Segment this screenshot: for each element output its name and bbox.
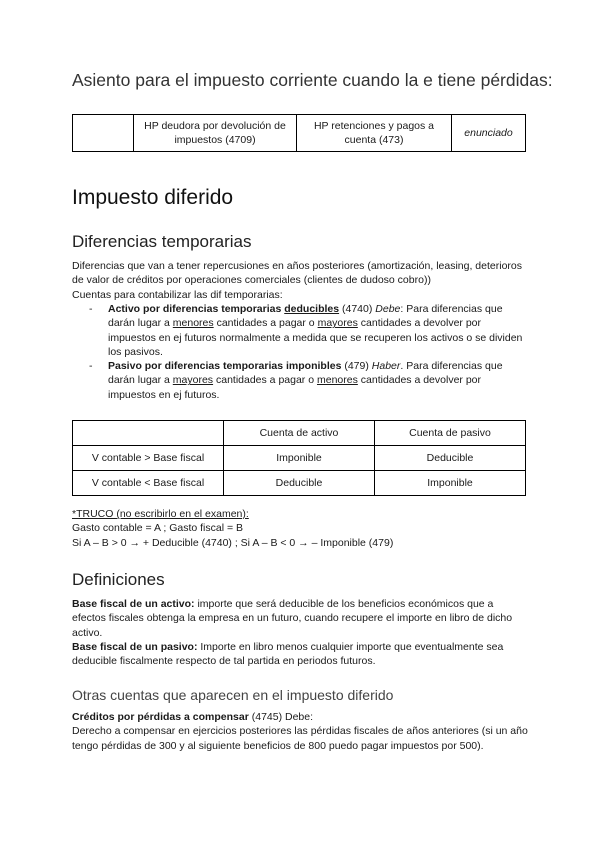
underlined-text: mayores	[172, 374, 214, 387]
account-code: (4740)	[339, 303, 376, 315]
bold-text: Créditos por pérdidas a compensar	[72, 711, 249, 723]
table-header: Cuenta de pasivo	[375, 421, 526, 446]
otras-block	[72, 710, 528, 753]
italic-text: Debe	[375, 303, 401, 315]
paragraph-text: Cuentas para contabilizar las dif temporarias:	[72, 288, 283, 301]
table-row	[73, 115, 526, 152]
truco-line: Si A – B > 0 → + Deducible (4740) ; Si A – B < 0 → – Imponible (479)	[72, 536, 394, 549]
comparison-table	[72, 420, 526, 496]
truco-label: *TRUCO (no escribirlo en el examen):	[72, 508, 249, 520]
bold-text: Pasivo por diferencias temporarias imponibles	[108, 360, 342, 373]
paragraph-text: Diferencias que van a tener repercusiones en años posteriores (amortización, leasing, deterioros de valor de créditos por operaciones comerciales (clientes de dudoso cobro))	[72, 260, 522, 287]
heading-corriente: Asiento para el impuesto corriente cuando la e tiene pérdidas:	[72, 70, 553, 90]
definitions	[72, 597, 528, 668]
paragraph	[72, 259, 528, 302]
definition-term: Base fiscal de un pasivo:	[72, 640, 198, 653]
underlined-text: menores	[316, 374, 358, 387]
table-cell: HP deudora por devolución de impuestos (4709)	[134, 115, 297, 152]
entry-table	[72, 114, 526, 152]
bold-text: Activo por diferencias temporarias	[108, 303, 285, 315]
underlined-text: menores	[172, 317, 214, 330]
bullet-dash: -	[89, 303, 93, 315]
list-item	[72, 302, 528, 359]
text: : Para diferencias que darán lugar a	[108, 303, 503, 330]
table-cell	[73, 115, 134, 152]
text: cantidades a devolver por impuestos en ej futuros.	[108, 374, 482, 401]
table-cell: V contable < Base fiscal	[73, 471, 224, 496]
table-cell: enunciado	[452, 115, 526, 152]
table-cell: Deducible	[224, 471, 375, 496]
table-row	[73, 446, 526, 471]
table-cell: V contable > Base fiscal	[73, 446, 224, 471]
page-title: Impuesto diferido	[72, 186, 234, 209]
text: . Para diferencias que darán lugar a	[108, 360, 503, 387]
definition-item	[72, 640, 528, 669]
text: cantidades a pagar o	[213, 374, 317, 387]
italic-text: Haber	[371, 360, 401, 373]
section-heading: Definiciones	[72, 570, 165, 589]
table-cell: Deducible	[375, 446, 526, 471]
account-code: (479)	[341, 360, 372, 373]
table-cell	[73, 421, 224, 446]
definition-item	[72, 597, 528, 640]
account-code: (4745) Debe:	[248, 711, 314, 723]
definition-term: Base fiscal de un activo:	[72, 598, 195, 610]
subsection-heading: Otras cuentas que aparecen en el impuesto diferido	[72, 687, 394, 703]
table-cell: HP retenciones y pagos a cuenta (473)	[297, 115, 452, 152]
text: cantidades a pagar o	[213, 317, 318, 330]
list-item	[72, 359, 528, 402]
table-row	[73, 471, 526, 496]
underlined-text: mayores	[317, 317, 358, 330]
table-row	[73, 421, 526, 446]
paragraph-text: Derecho a compensar en ejercicios posteriores las pérdidas fiscales de años anteriores (si un año tengo pérdidas de 300 y al siguiente beneficios de 800 puedo pagar impuestos por 500).	[72, 725, 528, 752]
bullet-dash: -	[89, 360, 93, 373]
truco-block	[72, 507, 528, 550]
table-header: Cuenta de activo	[224, 421, 375, 446]
text: cantidades a devolver por impuestos en ej futuros normalmente a medida que se recuperen los activos o se dividen los pasivos.	[108, 317, 523, 358]
section-heading: Diferencias temporarias	[72, 232, 252, 251]
table-cell: Imponible	[375, 471, 526, 496]
table-cell: Imponible	[224, 446, 375, 471]
definition-text: importe que será deducible de los beneficios económicos que a efectos fiscales obtenga la empresa en un futuro, cuando recupere el importe en libro de dicho activo.	[72, 598, 513, 639]
bullet-list	[72, 302, 528, 402]
truco-line: Gasto contable = A ; Gasto fiscal = B	[72, 522, 244, 535]
definition-text: Importe en libro menos cualquier importe que eventualmente sea deducible fiscalmente respecto de tal partida en periodos futuros.	[72, 640, 504, 668]
underlined-text: deducibles	[284, 303, 340, 315]
